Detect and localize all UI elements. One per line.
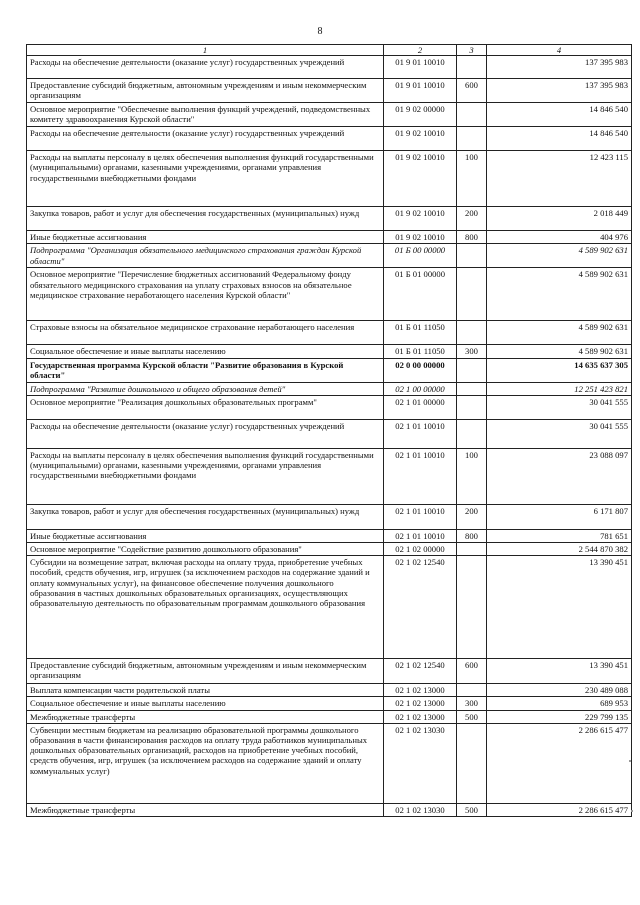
row-code-cell: 02 1 02 13000 bbox=[384, 684, 457, 697]
row-type-cell: 800 bbox=[457, 231, 487, 244]
row-sum-cell: 4 589 902 631 bbox=[487, 268, 632, 321]
row-type-cell bbox=[457, 358, 487, 382]
row-sum-cell: 14 846 540 bbox=[487, 103, 632, 127]
row-name-cell: Страховые взносы на обязательное медицинское страхование неработающего населения bbox=[27, 321, 384, 345]
row-name-cell: Подпрограмма "Организация обязательного медицинского страхования граждан Курской области" bbox=[27, 244, 384, 268]
row-sum-cell: 13 390 451 bbox=[487, 659, 632, 684]
table-row bbox=[27, 395, 632, 419]
row-sum-cell: 137 395 983 bbox=[487, 79, 632, 103]
table-header-row bbox=[27, 45, 632, 56]
row-sum-cell: 689 953 bbox=[487, 697, 632, 710]
row-sum-cell: 13 390 451 bbox=[487, 556, 632, 659]
table-row bbox=[27, 529, 632, 542]
table-row bbox=[27, 56, 632, 79]
row-code-cell: 02 1 02 13030 bbox=[384, 803, 457, 816]
row-code-cell: 02 1 02 00000 bbox=[384, 543, 457, 556]
row-code-cell: 01 9 01 10010 bbox=[384, 56, 457, 79]
table-row bbox=[27, 723, 632, 803]
table-row bbox=[27, 244, 632, 268]
row-name-cell: Расходы на обеспечение деятельности (оказание услуг) государственных учреждений bbox=[27, 127, 384, 151]
row-type-cell bbox=[457, 543, 487, 556]
row-name-cell: Основное мероприятие "Перечисление бюджетных ассигнований Федеральному фонду обязательного медицинского страхования на уплату страховых взносов на обязательное медицинское страхование неработающего населения Курской области" bbox=[27, 268, 384, 321]
table-row bbox=[27, 207, 632, 231]
row-code-cell: 01 9 02 00000 bbox=[384, 103, 457, 127]
row-code-cell: 01 Б 01 00000 bbox=[384, 268, 457, 321]
row-type-cell: 300 bbox=[457, 345, 487, 358]
row-code-cell: 02 1 01 10010 bbox=[384, 448, 457, 504]
row-sum-cell: 14 846 540 bbox=[487, 127, 632, 151]
row-type-cell: 100 bbox=[457, 151, 487, 207]
row-sum-cell: 230 489 088 bbox=[487, 684, 632, 697]
row-sum-cell: 2 018 449 bbox=[487, 207, 632, 231]
row-type-cell bbox=[457, 244, 487, 268]
row-sum-cell: 12 423 115 bbox=[487, 151, 632, 207]
row-name-cell: Основное мероприятие "Обеспечение выполнения функций учреждений, подведомственных комитету здравоохранения Курской области" bbox=[27, 103, 384, 127]
row-sum-cell: 781 651 bbox=[487, 529, 632, 542]
table-row bbox=[27, 103, 632, 127]
table-row bbox=[27, 345, 632, 358]
row-type-cell: 300 bbox=[457, 697, 487, 710]
budget-table-body bbox=[27, 45, 632, 817]
table-row bbox=[27, 803, 632, 816]
row-name-cell: Закупка товаров, работ и услуг для обеспечения государственных (муниципальных) нужд bbox=[27, 207, 384, 231]
table-row bbox=[27, 710, 632, 723]
table-row bbox=[27, 543, 632, 556]
row-name-cell: Межбюджетные трансферты bbox=[27, 710, 384, 723]
table-row bbox=[27, 79, 632, 103]
row-sum-cell: 4 589 902 631 bbox=[487, 244, 632, 268]
row-code-cell: 02 1 02 13030 bbox=[384, 723, 457, 803]
row-name-cell: Иные бюджетные ассигнования bbox=[27, 529, 384, 542]
row-name-cell: Выплата компенсации части родительской платы bbox=[27, 684, 384, 697]
header-col-1: 1 bbox=[27, 45, 384, 56]
table-row bbox=[27, 697, 632, 710]
row-code-cell: 02 1 01 10010 bbox=[384, 419, 457, 448]
table-row bbox=[27, 151, 632, 207]
scan-speck bbox=[629, 760, 631, 762]
row-name-cell: Социальное обеспечение и иные выплаты населению bbox=[27, 345, 384, 358]
table-row bbox=[27, 127, 632, 151]
row-name-cell: Социальное обеспечение и иные выплаты населению bbox=[27, 697, 384, 710]
row-type-cell: 100 bbox=[457, 448, 487, 504]
header-col-4: 4 bbox=[487, 45, 632, 56]
table-row bbox=[27, 504, 632, 529]
budget-table bbox=[26, 44, 632, 817]
row-type-cell: 200 bbox=[457, 207, 487, 231]
table-row bbox=[27, 556, 632, 659]
row-type-cell: 600 bbox=[457, 79, 487, 103]
table-row bbox=[27, 448, 632, 504]
row-name-cell: Расходы на обеспечение деятельности (оказание услуг) государственных учреждений bbox=[27, 56, 384, 79]
row-code-cell: 02 1 01 00000 bbox=[384, 395, 457, 419]
row-type-cell bbox=[457, 56, 487, 79]
row-code-cell: 01 Б 01 11050 bbox=[384, 321, 457, 345]
row-sum-cell: 30 041 555 bbox=[487, 419, 632, 448]
header-col-3: 3 bbox=[457, 45, 487, 56]
table-row bbox=[27, 321, 632, 345]
table-row bbox=[27, 268, 632, 321]
table-row bbox=[27, 659, 632, 684]
row-name-cell: Межбюджетные трансферты bbox=[27, 803, 384, 816]
row-sum-cell: 23 088 097 bbox=[487, 448, 632, 504]
table-row bbox=[27, 382, 632, 395]
row-code-cell: 02 1 00 00000 bbox=[384, 382, 457, 395]
row-sum-cell: 14 635 637 305 bbox=[487, 358, 632, 382]
row-code-cell: 01 Б 01 11050 bbox=[384, 345, 457, 358]
row-sum-cell: 404 976 bbox=[487, 231, 632, 244]
row-sum-cell: 12 251 423 821 bbox=[487, 382, 632, 395]
row-type-cell bbox=[457, 684, 487, 697]
table-row bbox=[27, 231, 632, 244]
row-sum-cell: 30 041 555 bbox=[487, 395, 632, 419]
row-name-cell: Расходы на выплаты персоналу в целях обеспечения выполнения функций государственными (муниципальными) органами, казенными учреждениями, органами управления государственными внебюджетными фондами bbox=[27, 151, 384, 207]
row-type-cell: 500 bbox=[457, 803, 487, 816]
row-type-cell: 500 bbox=[457, 710, 487, 723]
row-name-cell: Основное мероприятие "Содействие развитию дошкольного образования" bbox=[27, 543, 384, 556]
row-name-cell: Предоставление субсидий бюджетным, автономным учреждениям и иным некоммерческим организациям bbox=[27, 79, 384, 103]
row-name-cell: Расходы на выплаты персоналу в целях обеспечения выполнения функций государственными (муниципальными) органами, казенными учреждениями, органами управления государственными внебюджетными фондами bbox=[27, 448, 384, 504]
row-sum-cell: 2 286 615 477 bbox=[487, 723, 632, 803]
row-code-cell: 01 9 02 10010 bbox=[384, 231, 457, 244]
row-code-cell: 02 1 02 13000 bbox=[384, 697, 457, 710]
row-name-cell: Предоставление субсидий бюджетным, автономным учреждениям и иным некоммерческим организациям bbox=[27, 659, 384, 684]
row-name-cell: Подпрограмма "Развитие дошкольного и общего образования детей" bbox=[27, 382, 384, 395]
row-name-cell: Расходы на обеспечение деятельности (оказание услуг) государственных учреждений bbox=[27, 419, 384, 448]
row-name-cell: Основное мероприятие "Реализация дошкольных образовательных программ" bbox=[27, 395, 384, 419]
row-name-cell: Субсидии на возмещение затрат, включая расходы на оплату труда, приобретение учебных пособий, средств обучения, игр, игрушек (за исключением расходов на содержание зданий и оплату коммунальных услуг), на финансовое обеспечение получения дошкольного образования в частных дошкольных образовательных организациях, осуществляющих образовательную деятельность по образовательным программам дошкольного образования bbox=[27, 556, 384, 659]
row-name-cell: Иные бюджетные ассигнования bbox=[27, 231, 384, 244]
row-name-cell: Государственная программа Курской области "Развитие образования в Курской области" bbox=[27, 358, 384, 382]
row-type-cell bbox=[457, 395, 487, 419]
table-row bbox=[27, 358, 632, 382]
page-number: 8 bbox=[317, 26, 323, 37]
scan-speck bbox=[631, 810, 633, 812]
row-sum-cell: 6 171 807 bbox=[487, 504, 632, 529]
row-type-cell bbox=[457, 127, 487, 151]
row-sum-cell: 4 589 902 631 bbox=[487, 321, 632, 345]
row-sum-cell: 2 544 870 382 bbox=[487, 543, 632, 556]
row-code-cell: 02 0 00 00000 bbox=[384, 358, 457, 382]
row-sum-cell: 137 395 983 bbox=[487, 56, 632, 79]
row-code-cell: 01 Б 00 00000 bbox=[384, 244, 457, 268]
header-col-2: 2 bbox=[384, 45, 457, 56]
row-type-cell: 800 bbox=[457, 529, 487, 542]
row-type-cell: 200 bbox=[457, 504, 487, 529]
row-code-cell: 02 1 01 10010 bbox=[384, 504, 457, 529]
row-name-cell: Субвенции местным бюджетам на реализацию образовательной программы дошкольного образования в части финансирования расходов на оплату труда работников муниципальных дошкольных образовательных организаций, расходов на приобретение учебных пособий, средств обучения, игр, игрушек (за исключением расходов на содержание зданий и оплату коммунальных услуг) bbox=[27, 723, 384, 803]
row-name-cell: Закупка товаров, работ и услуг для обеспечения государственных (муниципальных) нужд bbox=[27, 504, 384, 529]
row-type-cell bbox=[457, 103, 487, 127]
row-type-cell bbox=[457, 723, 487, 803]
row-type-cell bbox=[457, 382, 487, 395]
table-row bbox=[27, 419, 632, 448]
row-type-cell bbox=[457, 556, 487, 659]
row-code-cell: 02 1 02 12540 bbox=[384, 659, 457, 684]
row-code-cell: 02 1 01 10010 bbox=[384, 529, 457, 542]
row-sum-cell: 2 286 615 477 bbox=[487, 803, 632, 816]
row-sum-cell: 4 589 902 631 bbox=[487, 345, 632, 358]
row-type-cell bbox=[457, 419, 487, 448]
row-type-cell bbox=[457, 268, 487, 321]
row-code-cell: 01 9 02 10010 bbox=[384, 127, 457, 151]
row-code-cell: 02 1 02 12540 bbox=[384, 556, 457, 659]
row-code-cell: 01 9 02 10010 bbox=[384, 207, 457, 231]
table-row bbox=[27, 684, 632, 697]
row-sum-cell: 229 799 135 bbox=[487, 710, 632, 723]
row-code-cell: 02 1 02 13000 bbox=[384, 710, 457, 723]
row-code-cell: 01 9 02 10010 bbox=[384, 151, 457, 207]
row-type-cell bbox=[457, 321, 487, 345]
row-type-cell: 600 bbox=[457, 659, 487, 684]
row-code-cell: 01 9 01 10010 bbox=[384, 79, 457, 103]
